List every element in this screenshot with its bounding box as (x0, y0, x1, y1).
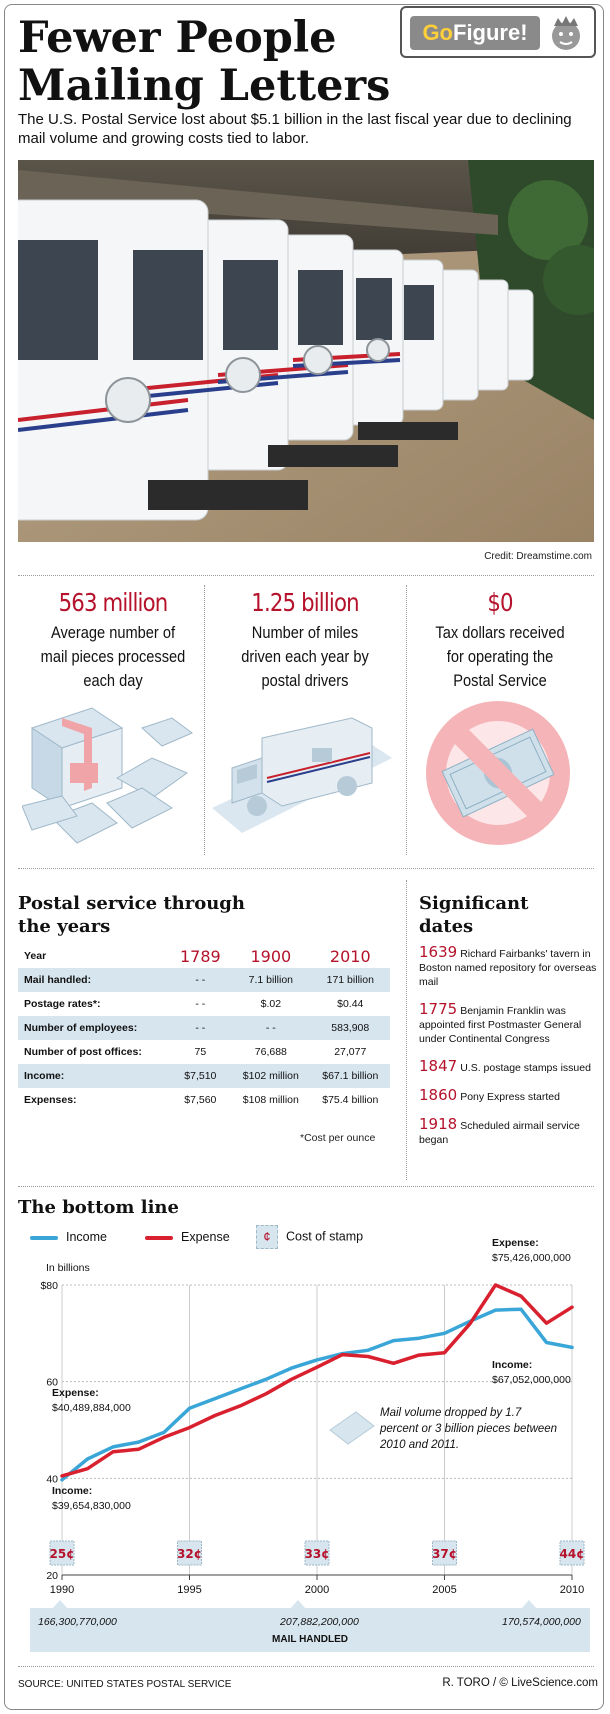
title-line: Significant (419, 893, 529, 914)
stat-desc-line: driven each year by (241, 647, 369, 666)
stat-desc-line: Tax dollars received (435, 623, 565, 642)
table-cell: $67.1 billion (311, 1064, 390, 1088)
gofigure-badge (410, 16, 540, 50)
table-cell: Number of post offices: (24, 1046, 142, 1058)
stat-description (223, 621, 386, 693)
stat-description (418, 621, 581, 693)
date-item (419, 1059, 599, 1075)
table-cell: 171 billion (311, 968, 390, 992)
date-text: Pony Express started (460, 1091, 560, 1103)
page-title (18, 14, 390, 110)
marker-triangle-icon (521, 1600, 537, 1609)
legend-swatch (30, 1236, 58, 1240)
mail-handled-1990: 166,300,770,000 (38, 1616, 117, 1628)
mail-handled-label: MAIL HANDLED (272, 1634, 348, 1645)
table-cell: 27,077 (334, 1046, 367, 1058)
stat-tax-dollars (405, 588, 595, 693)
thinking-face-icon (548, 14, 584, 52)
stat-desc-line: for operating the (446, 647, 554, 666)
stat-desc-line: Average number of (50, 623, 176, 642)
envelope-icon (328, 1408, 376, 1448)
legend-income (30, 1230, 107, 1244)
table-cell: $75.4 billion (322, 1094, 379, 1106)
table-cell: - - (195, 998, 206, 1010)
date-text: Richard Fairbanks' tavern in Boston named repository for overseas mail (419, 948, 597, 988)
title-line: the years (18, 916, 111, 937)
stamp-cost-label: 25¢ (49, 1547, 75, 1561)
annotation-income-start (52, 1484, 131, 1514)
title-line-1: Fewer People (18, 13, 337, 63)
table-row (18, 992, 390, 1016)
divider (18, 868, 594, 869)
title-line: dates (419, 916, 474, 937)
table-cell: 76,688 (254, 1046, 287, 1058)
divider (204, 585, 205, 855)
table-header-cell: 2010 (329, 946, 371, 966)
table-header-cell: 1789 (179, 946, 221, 966)
y-axis-label: In billions (46, 1262, 90, 1274)
date-year: 1639 (419, 943, 458, 961)
date-text: Benjamin Franklin was appointed first Postmaster General under Continental Congress (419, 1005, 582, 1045)
table-cell: $7,560 (184, 1094, 217, 1106)
table-header-row (18, 944, 390, 968)
chart-title: The bottom line (18, 1197, 179, 1218)
mail-handled-2000: 207,882,200,000 (280, 1616, 359, 1628)
divider (18, 575, 594, 576)
divider (406, 585, 407, 855)
mail-handled-2010: 170,574,000,000 (502, 1616, 581, 1628)
dates-list (419, 945, 599, 1160)
stat-desc-line: postal drivers (261, 671, 349, 690)
divider (18, 1666, 594, 1667)
table-cell: Postage rates*: (24, 998, 101, 1010)
table-section-title (18, 892, 245, 938)
ann-value: $40,489,884,000 (52, 1402, 131, 1414)
legend-expense (145, 1230, 230, 1244)
gofigure-logo (400, 6, 596, 58)
mail-trucks-illustration (18, 160, 594, 542)
divider (406, 880, 407, 1180)
dates-section-title (419, 892, 528, 938)
postal-history-table (18, 944, 390, 1112)
date-text: Scheduled airmail service began (419, 1120, 580, 1146)
stat-number: $0 (487, 588, 513, 617)
table-cell: $.02 (260, 998, 282, 1010)
date-year: 1860 (419, 1086, 458, 1104)
stamp-cost-label: 33¢ (304, 1547, 330, 1561)
table-row (18, 968, 390, 992)
table-row (18, 1016, 390, 1040)
marker-triangle-icon (290, 1600, 306, 1609)
table-cell: $0.44 (337, 998, 364, 1010)
ann-value: $75,426,000,000 (492, 1252, 571, 1264)
y-tick-label: 40 (46, 1473, 58, 1486)
date-item (419, 1002, 599, 1046)
stat-mail-pieces (18, 588, 208, 693)
table-cell: 75 (194, 1046, 207, 1058)
table-header-cell: 1900 (250, 946, 292, 966)
date-year: 1775 (419, 1000, 458, 1018)
legend-label: Income (66, 1230, 107, 1244)
table-cell: 583,908 (311, 1016, 390, 1040)
table-row (18, 1064, 390, 1088)
author-byline: R. TORO / © LiveScience.com (442, 1677, 598, 1689)
date-item (419, 1088, 599, 1104)
table-cell: $108 million (242, 1094, 299, 1106)
stat-desc-line: mail pieces processed (40, 647, 186, 666)
stat-desc-line: each day (83, 671, 143, 690)
y-tick-label: 60 (46, 1376, 58, 1389)
stamp-cost-label: 37¢ (431, 1547, 458, 1561)
annotation-income-end (492, 1358, 571, 1388)
table-footnote: *Cost per ounce (300, 1132, 376, 1144)
photo-credit: Credit: Dreamstime.com (484, 551, 592, 562)
table-cell: Income: (18, 1064, 170, 1088)
legend-label: Cost of stamp (286, 1229, 364, 1244)
ann-value: $39,654,830,000 (52, 1500, 131, 1512)
mail-volume-note: Mail volume dropped by 1.7 percent or 3 billion pieces between 2010 and 2011. (380, 1407, 558, 1451)
ann-label: Income: (492, 1359, 533, 1371)
date-year: 1847 (419, 1057, 458, 1075)
table-cell: - - (170, 968, 232, 992)
stat-number: 563 million (58, 588, 168, 617)
annotation-expense-end (492, 1236, 571, 1266)
table-cell: Expenses: (24, 1094, 77, 1106)
table-cell: - - (231, 1016, 310, 1040)
gofigure-figure: Figure! (453, 20, 528, 45)
y-tick-label: $80 (40, 1280, 58, 1292)
x-tick-label: 2010 (559, 1584, 585, 1595)
date-item (419, 1117, 599, 1147)
x-tick-label: 2000 (304, 1584, 330, 1595)
y-tick-label: 20 (46, 1570, 58, 1582)
mail-truck-icon (212, 698, 392, 848)
x-tick-label: 2005 (432, 1584, 457, 1595)
stat-number: 1.25 billion (251, 588, 359, 617)
subtitle: The U.S. Postal Service lost about $5.1 billion in the last fiscal year due to declining mail volume and growing costs tied to labor. (18, 111, 572, 147)
source-credit: SOURCE: UNITED STATES POSTAL SERVICE (18, 1679, 232, 1690)
date-item (419, 945, 599, 989)
no-tax-dollars-icon (408, 698, 588, 848)
table-cell: Mail handled: (18, 968, 170, 992)
table-row (18, 1040, 390, 1064)
stamp-cost-label: 44¢ (559, 1547, 585, 1561)
x-tick-label: 1995 (177, 1584, 202, 1595)
title-line: Postal service through (18, 893, 245, 914)
date-text: U.S. postage stamps issued (460, 1062, 591, 1074)
stamp-icon: ¢ (256, 1225, 278, 1249)
stat-description (31, 621, 194, 693)
annotation-expense-start (52, 1386, 131, 1416)
stat-desc-line: Number of miles (251, 623, 359, 642)
table-cell: $102 million (231, 1064, 310, 1088)
date-year: 1918 (419, 1115, 458, 1133)
legend-stamp (256, 1225, 363, 1249)
gofigure-go: Go (422, 20, 453, 45)
divider (18, 1186, 594, 1187)
title-line-2: Mailing Letters (18, 61, 391, 111)
x-tick-label: 1990 (49, 1584, 75, 1595)
ann-value: $67,052,000,000 (492, 1374, 571, 1386)
stat-desc-line: Postal Service (453, 671, 547, 690)
stat-miles-driven (210, 588, 400, 693)
table-cell: $7,510 (170, 1064, 232, 1088)
legend-label: Expense (181, 1230, 230, 1244)
table-row (18, 1088, 390, 1112)
table-header-cell: Year (24, 950, 47, 962)
marker-triangle-icon (52, 1600, 68, 1609)
mail-trucks-photo (18, 160, 594, 542)
package-and-letters-icon (22, 698, 202, 848)
ann-label: Expense: (492, 1237, 539, 1249)
ann-label: Income: (52, 1485, 93, 1497)
table-cell: 7.1 billion (231, 968, 310, 992)
stamp-cost-label: 32¢ (176, 1547, 203, 1561)
table-cell: - - (170, 1016, 232, 1040)
ann-label: Expense: (52, 1387, 99, 1399)
table-cell: Number of employees: (18, 1016, 170, 1040)
legend-swatch (145, 1236, 173, 1240)
mail-handled-bar (30, 1608, 590, 1652)
